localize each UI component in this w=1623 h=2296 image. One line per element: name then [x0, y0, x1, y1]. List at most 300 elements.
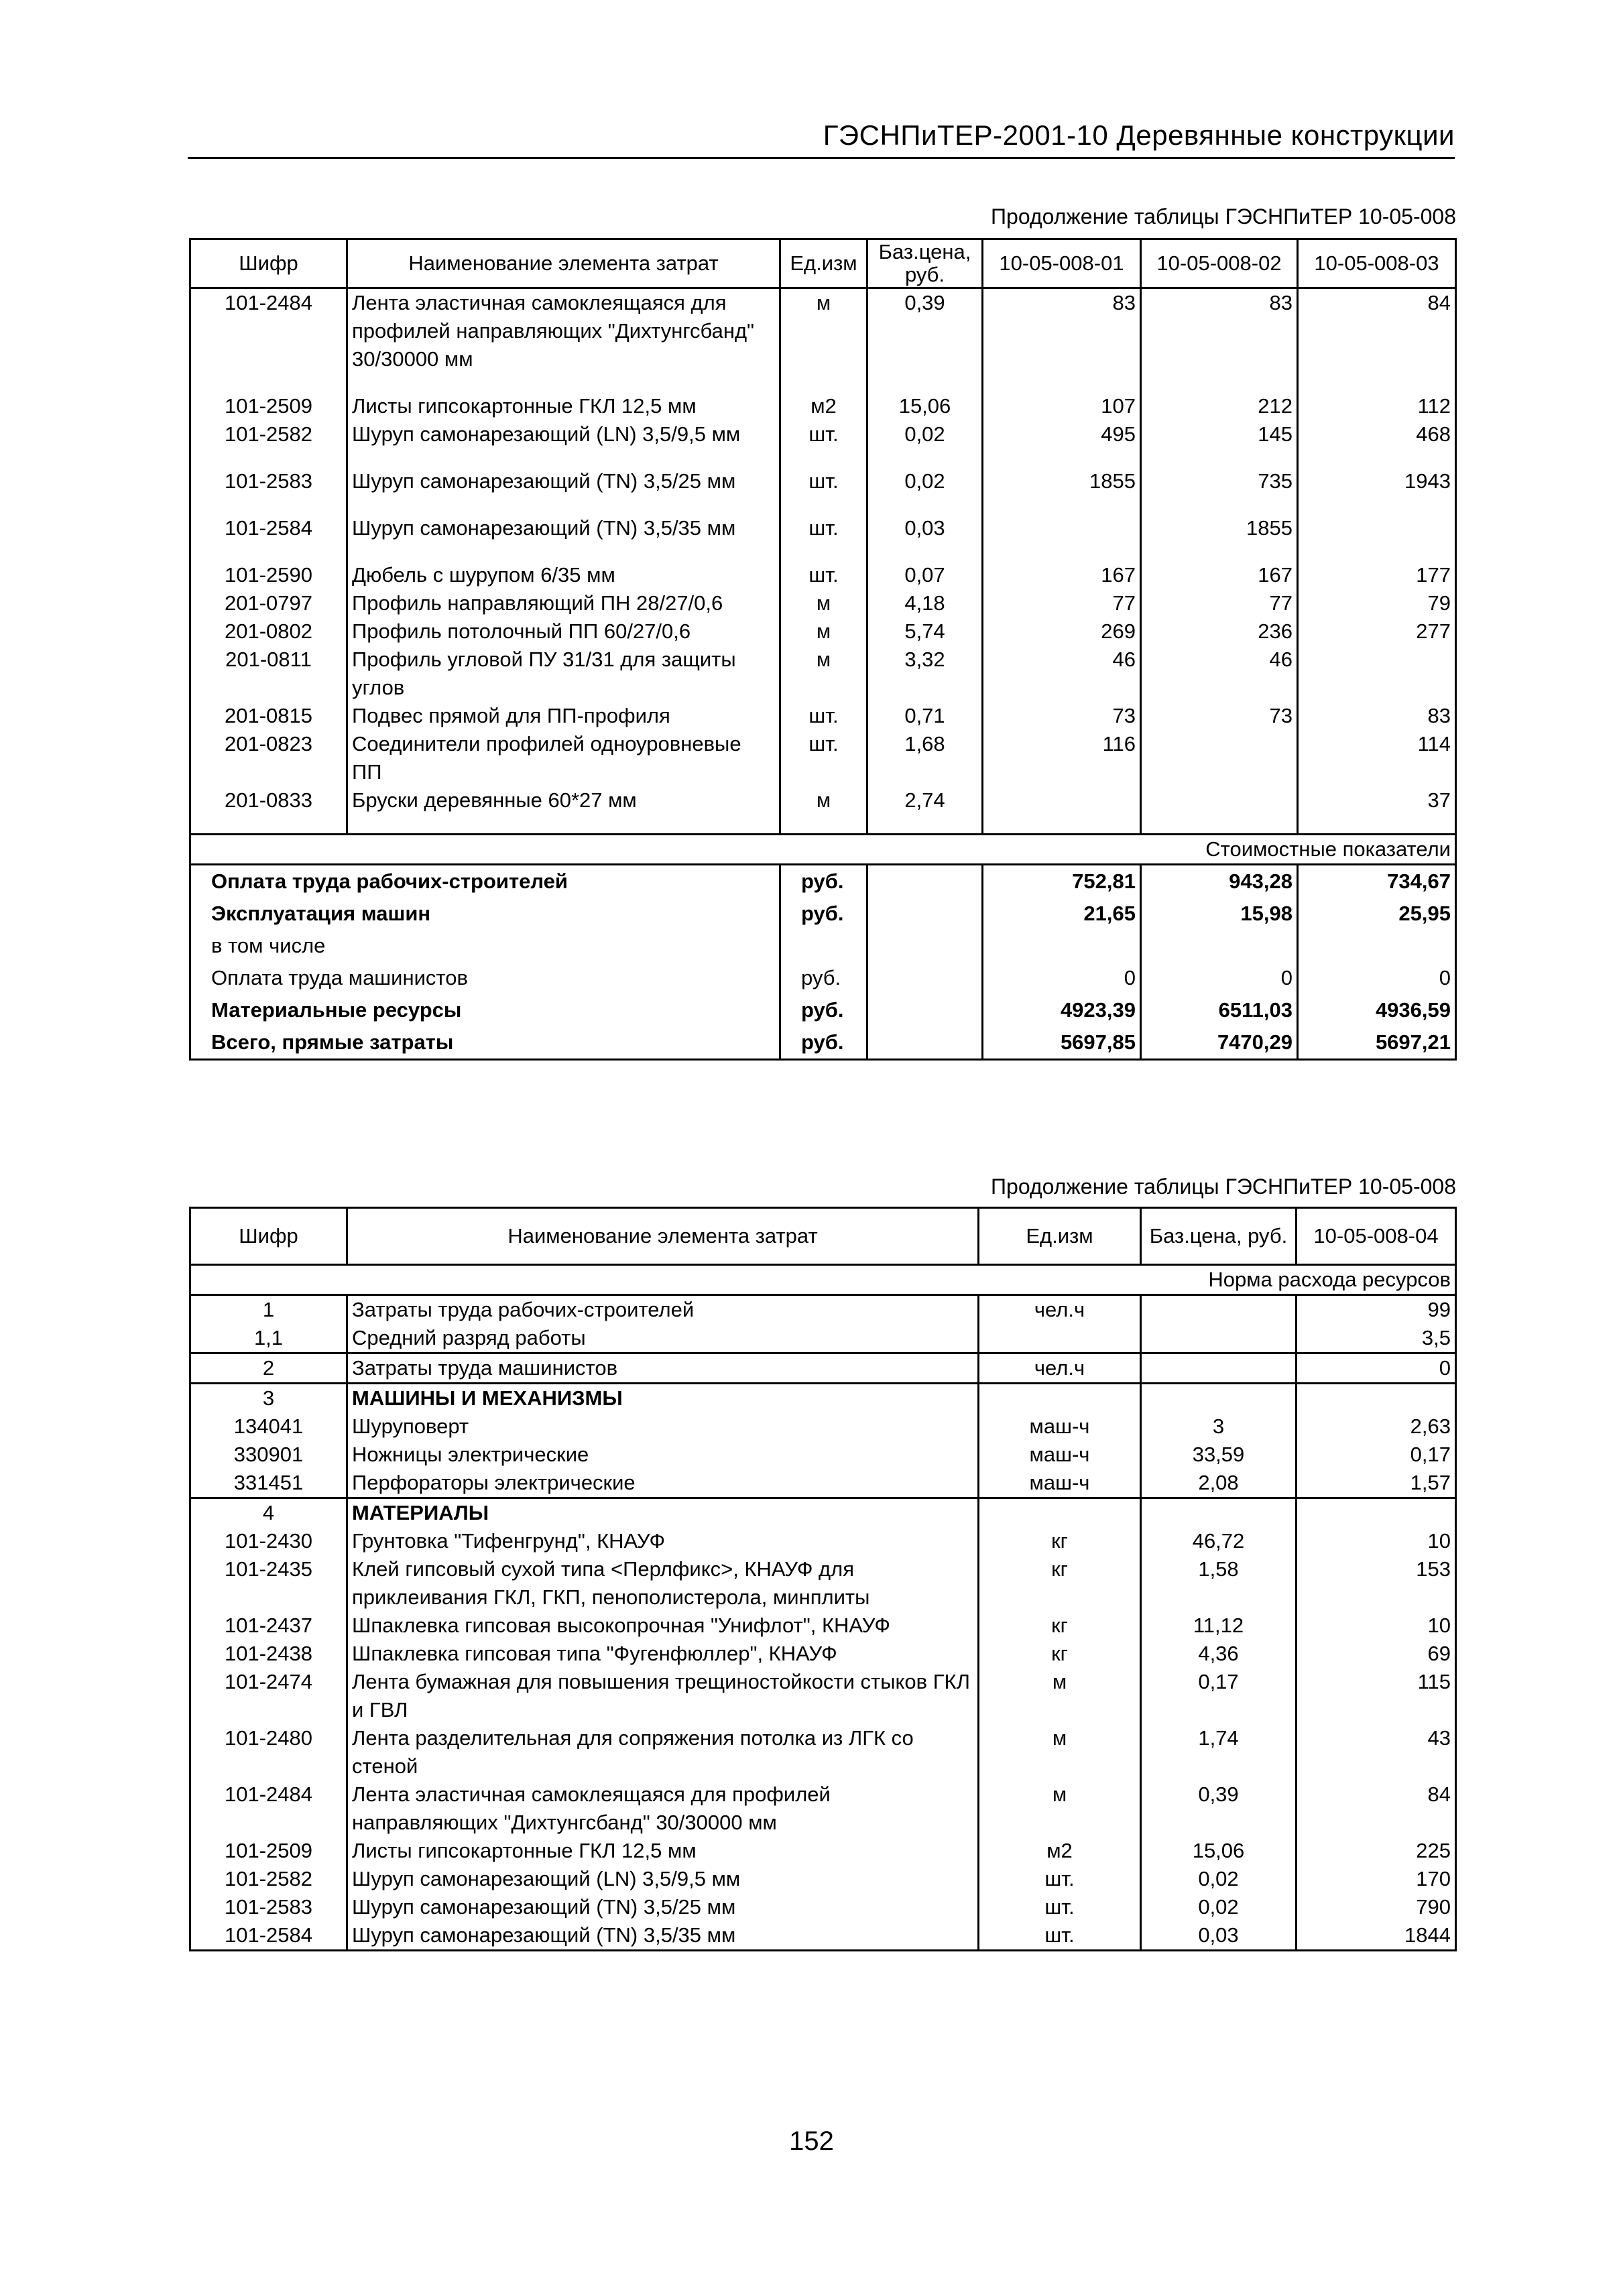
- table1: [189, 238, 1457, 1061]
- summary-value: [1141, 930, 1298, 962]
- price-cell: [1141, 1498, 1297, 1528]
- page-header: ГЭСНПиТЕР-2001-10 Деревянные конструкции: [823, 119, 1455, 151]
- spacer-cell: [983, 448, 1141, 467]
- spacer-cell: [1141, 373, 1298, 392]
- code-cell: 101-2474: [190, 1668, 347, 1724]
- value-cell: [1141, 786, 1298, 814]
- spacer-cell: [347, 542, 780, 561]
- value-cell: [1297, 1384, 1456, 1413]
- name-cell: Ножницы электрические: [347, 1441, 979, 1469]
- price-cell: 0,03: [867, 514, 983, 542]
- value-cell: 167: [983, 561, 1141, 589]
- summary-row: [190, 898, 1456, 930]
- summary-value: 15,98: [1141, 898, 1298, 930]
- table2-caption: Продолжение таблицы ГЭСНПиТЕР 10-05-008: [991, 1174, 1456, 1199]
- unit-cell: м: [979, 1668, 1141, 1724]
- value-cell: 83: [1298, 702, 1456, 730]
- unit-cell: маш-ч: [979, 1441, 1141, 1469]
- value-cell: 170: [1297, 1865, 1456, 1893]
- value-cell: 43: [1297, 1724, 1456, 1780]
- summary-value: 5697,85: [983, 1026, 1141, 1060]
- value-cell: 167: [1141, 561, 1298, 589]
- price-cell: 0,02: [867, 420, 983, 448]
- value-cell: 0,17: [1297, 1441, 1456, 1469]
- price-cell: 0,02: [1141, 1865, 1297, 1893]
- value-cell: 69: [1297, 1640, 1456, 1668]
- name-cell: Затраты труда машинистов: [347, 1353, 979, 1384]
- value-cell: [983, 514, 1141, 542]
- price-cell: 0,02: [867, 467, 983, 495]
- name-cell: Затраты труда рабочих-строителей: [347, 1295, 979, 1325]
- code-cell: 201-0797: [190, 589, 347, 617]
- value-cell: 495: [983, 420, 1141, 448]
- unit-cell: кг: [979, 1640, 1141, 1668]
- spacer-cell: [1298, 542, 1456, 561]
- price-cell: [1141, 1324, 1297, 1353]
- code-cell: 101-2480: [190, 1724, 347, 1780]
- spacer-cell: [190, 814, 347, 835]
- spacer-cell: [1141, 495, 1298, 514]
- code-cell: 201-0833: [190, 786, 347, 814]
- table-row: [190, 392, 1456, 420]
- unit-cell: м: [979, 1724, 1141, 1780]
- spacer-cell: [347, 373, 780, 392]
- value-cell: 73: [983, 702, 1141, 730]
- summary-unit: руб.: [780, 898, 867, 930]
- price-cell: 46,72: [1141, 1527, 1297, 1555]
- summary-value: 752,81: [983, 865, 1141, 898]
- code-cell: 101-2438: [190, 1640, 347, 1668]
- summary-row: [190, 930, 1456, 962]
- price-cell: [1141, 1295, 1297, 1325]
- norm-label: Норма расхода ресурсов: [190, 1265, 1456, 1295]
- table-row: [190, 1724, 1456, 1780]
- spacer-cell: [780, 542, 867, 561]
- summary-row: [190, 1026, 1456, 1060]
- summary-value: 4936,59: [1298, 994, 1456, 1026]
- spacer-cell: [1298, 814, 1456, 835]
- row-spacer: [190, 448, 1456, 467]
- name-cell: Профиль угловой ПУ 31/31 для защиты углов: [347, 646, 780, 702]
- name-cell: Дюбель с шурупом 6/35 мм: [347, 561, 780, 589]
- name-cell: Лента эластичная самоклеящаяся для профилей направляющих "Дихтунгсбанд" 30/30000 мм: [347, 1780, 979, 1837]
- code-cell: 101-2583: [190, 467, 347, 495]
- value-cell: 269: [983, 617, 1141, 646]
- table-row: [190, 1412, 1456, 1441]
- summary-value: 0: [1298, 962, 1456, 994]
- value-cell: 46: [1141, 646, 1298, 702]
- col-header: Баз.цена, руб.: [867, 239, 983, 288]
- name-cell: Средний разряд работы: [347, 1324, 979, 1353]
- value-cell: 107: [983, 392, 1141, 420]
- price-cell: 2,74: [867, 786, 983, 814]
- unit-cell: шт.: [979, 1893, 1141, 1921]
- value-cell: 84: [1298, 288, 1456, 374]
- summary-label: Оплата труда рабочих-строителей: [190, 865, 780, 898]
- code-cell: 201-0815: [190, 702, 347, 730]
- code-cell: 1,1: [190, 1324, 347, 1353]
- price-cell: 3: [1141, 1412, 1297, 1441]
- value-cell: 83: [983, 288, 1141, 374]
- spacer-cell: [1298, 373, 1456, 392]
- value-cell: 468: [1298, 420, 1456, 448]
- name-cell: Профиль направляющий ПН 28/27/0,6: [347, 589, 780, 617]
- unit-cell: шт.: [780, 514, 867, 542]
- code-cell: 201-0811: [190, 646, 347, 702]
- price-cell: 3,32: [867, 646, 983, 702]
- summary-value: 25,95: [1298, 898, 1456, 930]
- spacer-cell: [347, 448, 780, 467]
- value-cell: 277: [1298, 617, 1456, 646]
- table-row: [190, 514, 1456, 542]
- col-header: Наименование элемента затрат: [347, 239, 780, 288]
- table-row: [190, 1441, 1456, 1469]
- value-cell: [1141, 730, 1298, 786]
- code-cell: 330901: [190, 1441, 347, 1469]
- unit-cell: кг: [979, 1527, 1141, 1555]
- name-cell: Клей гипсовый сухой типа <Перлфикс>, КНАУФ для приклеивания ГКЛ, ГКП, пенополистерола, минплиты: [347, 1555, 979, 1612]
- price-cell: 11,12: [1141, 1612, 1297, 1640]
- table-row: [190, 1469, 1456, 1498]
- col-header: 10-05-008-01: [983, 239, 1141, 288]
- code-cell: 1: [190, 1295, 347, 1325]
- price-cell: 1,68: [867, 730, 983, 786]
- name-cell: Профиль потолочный ПП 60/27/0,6: [347, 617, 780, 646]
- spacer-cell: [867, 542, 983, 561]
- unit-cell: [979, 1384, 1141, 1413]
- unit-cell: шт.: [780, 702, 867, 730]
- price-cell: 0,17: [1141, 1668, 1297, 1724]
- summary-unit: руб.: [780, 865, 867, 898]
- summary-value: [983, 930, 1141, 962]
- spacer-cell: [780, 448, 867, 467]
- table-row: [190, 561, 1456, 589]
- summary-row: [190, 994, 1456, 1026]
- summary-price: [867, 1026, 983, 1060]
- code-cell: 134041: [190, 1412, 347, 1441]
- summary-price: [867, 865, 983, 898]
- spacer-cell: [190, 495, 347, 514]
- table-row: [190, 1837, 1456, 1865]
- table-row: [190, 1780, 1456, 1837]
- unit-cell: маш-ч: [979, 1469, 1141, 1498]
- value-cell: 145: [1141, 420, 1298, 448]
- col-header: 10-05-008-02: [1141, 239, 1298, 288]
- name-cell: Лента разделительная для сопряжения потолка из ЛГК со стеной: [347, 1724, 979, 1780]
- name-cell: МАШИНЫ И МЕХАНИЗМЫ: [347, 1384, 979, 1413]
- col-header: Баз.цена, руб.: [1141, 1208, 1297, 1265]
- summary-row: [190, 962, 1456, 994]
- price-cell: 2,08: [1141, 1469, 1297, 1498]
- code-cell: 201-0823: [190, 730, 347, 786]
- name-cell: Грунтовка "Тифенгрунд", КНАУФ: [347, 1527, 979, 1555]
- summary-value: 0: [983, 962, 1141, 994]
- price-cell: 1,58: [1141, 1555, 1297, 1612]
- name-cell: Шуруп самонарезающий (TN) 3,5/25 мм: [347, 467, 780, 495]
- table-row: [190, 1295, 1456, 1325]
- value-cell: 115: [1297, 1668, 1456, 1724]
- summary-price: [867, 930, 983, 962]
- code-cell: 101-2484: [190, 1780, 347, 1837]
- unit-cell: м: [780, 786, 867, 814]
- unit-cell: шт.: [780, 730, 867, 786]
- code-cell: 101-2509: [190, 1837, 347, 1865]
- value-cell: 153: [1297, 1555, 1456, 1612]
- unit-cell: м: [979, 1780, 1141, 1837]
- value-cell: 2,63: [1297, 1412, 1456, 1441]
- summary-value: 6511,03: [1141, 994, 1298, 1026]
- summary-unit: [780, 930, 867, 962]
- value-cell: 0: [1297, 1353, 1456, 1384]
- price-cell: 15,06: [867, 392, 983, 420]
- price-cell: 0,07: [867, 561, 983, 589]
- table2-header-row: [190, 1208, 1456, 1265]
- spacer-cell: [190, 373, 347, 392]
- name-cell: Перфораторы электрические: [347, 1469, 979, 1498]
- price-cell: 1,74: [1141, 1724, 1297, 1780]
- value-cell: 112: [1298, 392, 1456, 420]
- value-cell: 116: [983, 730, 1141, 786]
- code-cell: 101-2584: [190, 514, 347, 542]
- value-cell: [1298, 514, 1456, 542]
- table-row: [190, 730, 1456, 786]
- spacer-cell: [347, 495, 780, 514]
- code-cell: 101-2484: [190, 288, 347, 374]
- spacer-cell: [347, 814, 780, 835]
- price-cell: 4,18: [867, 589, 983, 617]
- table-row: [190, 702, 1456, 730]
- header-rule: [188, 157, 1455, 159]
- code-cell: 101-2582: [190, 420, 347, 448]
- col-header: 10-05-008-03: [1298, 239, 1456, 288]
- summary-value: 0: [1141, 962, 1298, 994]
- code-cell: 101-2435: [190, 1555, 347, 1612]
- unit-cell: шт.: [780, 467, 867, 495]
- table-row: [190, 617, 1456, 646]
- summary-unit: руб.: [780, 962, 867, 994]
- code-cell: 101-2430: [190, 1527, 347, 1555]
- name-cell: Шуруп самонарезающий (TN) 3,5/35 мм: [347, 514, 780, 542]
- name-cell: Листы гипсокартонные ГКЛ 12,5 мм: [347, 392, 780, 420]
- price-cell: 33,59: [1141, 1441, 1297, 1469]
- name-cell: Шуруп самонарезающий (TN) 3,5/35 мм: [347, 1921, 979, 1951]
- summary-unit: руб.: [780, 1026, 867, 1060]
- row-spacer: [190, 495, 1456, 514]
- spacer-cell: [780, 495, 867, 514]
- table2: [189, 1207, 1457, 1951]
- table-row: [190, 786, 1456, 814]
- cost-section-row: [190, 835, 1456, 865]
- table-row: [190, 1324, 1456, 1353]
- value-cell: 735: [1141, 467, 1298, 495]
- code-cell: 201-0802: [190, 617, 347, 646]
- row-spacer: [190, 542, 1456, 561]
- value-cell: [1297, 1498, 1456, 1528]
- table-row: [190, 1865, 1456, 1893]
- table-row: [190, 1640, 1456, 1668]
- unit-cell: шт.: [780, 561, 867, 589]
- spacer-cell: [1298, 448, 1456, 467]
- summary-price: [867, 962, 983, 994]
- table-row: [190, 1612, 1456, 1640]
- value-cell: 1855: [1141, 514, 1298, 542]
- table-row: [190, 467, 1456, 495]
- price-cell: [1141, 1384, 1297, 1413]
- col-header: 10-05-008-04: [1297, 1208, 1456, 1265]
- code-cell: 2: [190, 1353, 347, 1384]
- unit-cell: чел.ч: [979, 1295, 1141, 1325]
- table-row: [190, 1555, 1456, 1612]
- summary-value: 7470,29: [1141, 1026, 1298, 1060]
- unit-cell: чел.ч: [979, 1353, 1141, 1384]
- value-cell: 84: [1297, 1780, 1456, 1837]
- name-cell: Шуруповерт: [347, 1412, 979, 1441]
- unit-cell: [979, 1324, 1141, 1353]
- price-cell: 15,06: [1141, 1837, 1297, 1865]
- name-cell: Шуруп самонарезающий (LN) 3,5/9,5 мм: [347, 420, 780, 448]
- value-cell: 79: [1298, 589, 1456, 617]
- table-row: [190, 1921, 1456, 1951]
- page-number: 152: [789, 2126, 834, 2156]
- spacer-cell: [780, 373, 867, 392]
- name-cell: Бруски деревянные 60*27 мм: [347, 786, 780, 814]
- table-row: [190, 288, 1456, 374]
- spacer-cell: [867, 448, 983, 467]
- price-cell: 0,02: [1141, 1893, 1297, 1921]
- norm-label-row: [190, 1265, 1456, 1295]
- name-cell: Листы гипсокартонные ГКЛ 12,5 мм: [347, 1837, 979, 1865]
- code-cell: 101-2590: [190, 561, 347, 589]
- value-cell: [1298, 646, 1456, 702]
- unit-cell: м: [780, 646, 867, 702]
- spacer-cell: [1141, 542, 1298, 561]
- value-cell: 46: [983, 646, 1141, 702]
- summary-unit: руб.: [780, 994, 867, 1026]
- unit-cell: м: [780, 589, 867, 617]
- value-cell: 3,5: [1297, 1324, 1456, 1353]
- summary-value: 5697,21: [1298, 1026, 1456, 1060]
- price-cell: 4,36: [1141, 1640, 1297, 1668]
- unit-cell: шт.: [780, 420, 867, 448]
- spacer-cell: [190, 542, 347, 561]
- code-cell: 331451: [190, 1469, 347, 1498]
- col-header: Ед.изм: [979, 1208, 1141, 1265]
- summary-label: Эксплуатация машин: [190, 898, 780, 930]
- value-cell: 114: [1298, 730, 1456, 786]
- table-row: [190, 1893, 1456, 1921]
- spacer-cell: [983, 542, 1141, 561]
- value-cell: 225: [1297, 1837, 1456, 1865]
- code-cell: 101-2583: [190, 1893, 347, 1921]
- code-cell: 101-2437: [190, 1612, 347, 1640]
- value-cell: 1844: [1297, 1921, 1456, 1951]
- value-cell: 1943: [1298, 467, 1456, 495]
- price-cell: 5,74: [867, 617, 983, 646]
- value-cell: 1855: [983, 467, 1141, 495]
- table1-header-row: [190, 239, 1456, 288]
- value-cell: 77: [983, 589, 1141, 617]
- table-row: [190, 589, 1456, 617]
- summary-label: в том числе: [190, 930, 780, 962]
- table1-caption: Продолжение таблицы ГЭСНПиТЕР 10-05-008: [991, 204, 1456, 229]
- value-cell: 77: [1141, 589, 1298, 617]
- value-cell: 212: [1141, 392, 1298, 420]
- value-cell: 1,57: [1297, 1469, 1456, 1498]
- value-cell: 790: [1297, 1893, 1456, 1921]
- spacer-cell: [983, 495, 1141, 514]
- col-header: Ед.изм: [780, 239, 867, 288]
- value-cell: 73: [1141, 702, 1298, 730]
- summary-price: [867, 898, 983, 930]
- row-spacer: [190, 373, 1456, 392]
- table-row: [190, 1384, 1456, 1413]
- table-row: [190, 1498, 1456, 1528]
- summary-value: 734,67: [1298, 865, 1456, 898]
- spacer-cell: [867, 373, 983, 392]
- table-row: [190, 646, 1456, 702]
- row-spacer: [190, 814, 1456, 835]
- spacer-cell: [867, 495, 983, 514]
- unit-cell: шт.: [979, 1865, 1141, 1893]
- value-cell: 10: [1297, 1612, 1456, 1640]
- code-cell: 101-2509: [190, 392, 347, 420]
- table-row: [190, 1527, 1456, 1555]
- summary-label: Всего, прямые затраты: [190, 1026, 780, 1060]
- code-cell: 3: [190, 1384, 347, 1413]
- summary-value: 4923,39: [983, 994, 1141, 1026]
- col-header: Шифр: [190, 239, 347, 288]
- spacer-cell: [983, 373, 1141, 392]
- spacer-cell: [190, 448, 347, 467]
- name-cell: Лента бумажная для повышения трещиностойкости стыков ГКЛ и ГВЛ: [347, 1668, 979, 1724]
- price-cell: 0,39: [1141, 1780, 1297, 1837]
- value-cell: 37: [1298, 786, 1456, 814]
- unit-cell: м2: [979, 1837, 1141, 1865]
- summary-price: [867, 994, 983, 1026]
- name-cell: Подвес прямой для ПП-профиля: [347, 702, 780, 730]
- unit-cell: м: [780, 288, 867, 374]
- spacer-cell: [867, 814, 983, 835]
- name-cell: Лента эластичная самоклеящаяся для профилей направляющих "Дихтунгсбанд" 30/30000 мм: [347, 288, 780, 374]
- summary-value: [1298, 930, 1456, 962]
- code-cell: 101-2582: [190, 1865, 347, 1893]
- price-cell: 0,39: [867, 288, 983, 374]
- value-cell: 99: [1297, 1295, 1456, 1325]
- spacer-cell: [983, 814, 1141, 835]
- unit-cell: м: [780, 617, 867, 646]
- summary-label: Материальные ресурсы: [190, 994, 780, 1026]
- spacer-cell: [1298, 495, 1456, 514]
- value-cell: 83: [1141, 288, 1298, 374]
- table-row: [190, 1353, 1456, 1384]
- unit-cell: кг: [979, 1555, 1141, 1612]
- name-cell: МАТЕРИАЛЫ: [347, 1498, 979, 1528]
- summary-value: 21,65: [983, 898, 1141, 930]
- name-cell: Соединители профилей одноуровневые ПП: [347, 730, 780, 786]
- value-cell: 10: [1297, 1527, 1456, 1555]
- spacer-cell: [780, 814, 867, 835]
- unit-cell: [979, 1498, 1141, 1528]
- col-header: Наименование элемента затрат: [347, 1208, 979, 1265]
- name-cell: Шуруп самонарезающий (LN) 3,5/9,5 мм: [347, 1865, 979, 1893]
- name-cell: Шуруп самонарезающий (TN) 3,5/25 мм: [347, 1893, 979, 1921]
- name-cell: Шпаклевка гипсовая типа "Фугенфюллер", КНАУФ: [347, 1640, 979, 1668]
- spacer-cell: [1141, 448, 1298, 467]
- price-cell: 0,03: [1141, 1921, 1297, 1951]
- price-cell: [1141, 1353, 1297, 1384]
- value-cell: 236: [1141, 617, 1298, 646]
- code-cell: 4: [190, 1498, 347, 1528]
